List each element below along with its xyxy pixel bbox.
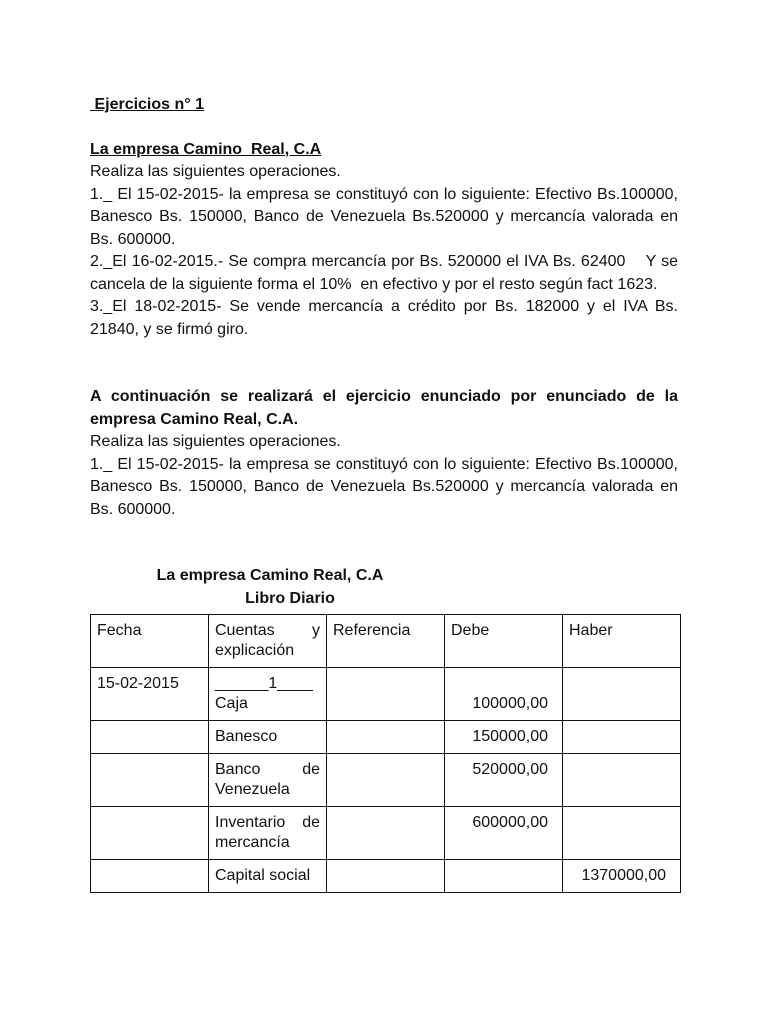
- table-title-company: La empresa Camino Real, C.A: [156, 567, 384, 584]
- cell-referencia: [327, 668, 445, 721]
- cell-referencia: [327, 754, 445, 807]
- continuation-heading: A continuación se realizará el ejercicio enunciado por enunciado de la empresa Camino Real, C.A.: [90, 388, 678, 428]
- cell-cuenta: [209, 807, 327, 860]
- operation-2: 2._El 16-02-2015.- Se compra mercancía por Bs. 520000 el IVA Bs. 62400 Y se cancela de la siguiente forma el 10% en efectivo y por el resto según fact 1623.: [90, 253, 683, 293]
- cell-debe: 520000,00: [445, 754, 563, 807]
- cell-debe: 600000,00: [445, 807, 563, 860]
- cell-debe: [445, 860, 563, 893]
- cell-haber: [563, 721, 681, 754]
- cell-cuenta: [209, 668, 327, 721]
- cell-referencia: [327, 807, 445, 860]
- cell-fecha: [91, 754, 209, 807]
- cell-fecha: 15-02-2015: [91, 668, 209, 721]
- intro-text-2: Realiza las siguientes operaciones.: [90, 433, 341, 450]
- cell-debe: 150000,00: [445, 721, 563, 754]
- cell-debe: [445, 668, 563, 721]
- cell-cuenta-number: ______1____: [215, 675, 313, 692]
- header-debe: Debe: [445, 615, 563, 668]
- cell-haber: [563, 668, 681, 721]
- header-referencia: Referencia: [327, 615, 445, 668]
- cell-referencia: [327, 721, 445, 754]
- cell-haber: [563, 754, 681, 807]
- header-cuentas: [209, 615, 327, 668]
- header-fecha: Fecha: [91, 615, 209, 668]
- exercise-title: Ejercicios n° 1: [90, 96, 205, 113]
- table-title-libro-diario: Libro Diario: [245, 589, 335, 607]
- cell-cuenta-name: Caja: [215, 695, 248, 712]
- header-cuentas-text: Cuentas y explicación: [215, 622, 320, 659]
- table-row: [91, 754, 681, 807]
- company-heading: La empresa Camino Real, C.A: [90, 140, 322, 158]
- table-row: [91, 860, 681, 893]
- cell-cuenta-text: Banco de Venezuela: [215, 761, 320, 798]
- operation-1: 1._ El 15-02-2015- la empresa se constituyó con lo siguiente: Efectivo Bs.100000, Banesco Bs. 150000, Banco de Venezuela Bs.520000 y mercancía valorada en Bs. 600000.: [90, 185, 678, 248]
- cell-fecha: [91, 721, 209, 754]
- cell-fecha: [91, 807, 209, 860]
- operation-3: 3._El 18-02-2015- Se vende mercancía a crédito por Bs. 182000 y el IVA Bs. 21840, y se firmó giro.: [90, 298, 678, 338]
- libro-diario-table: [90, 614, 681, 893]
- table-row: [91, 721, 681, 754]
- cell-cuenta-text: Inventario de mercancía: [215, 814, 320, 851]
- cell-referencia: [327, 860, 445, 893]
- intro-text: Realiza las siguientes operaciones.: [90, 163, 341, 180]
- cell-cuenta: Banesco: [209, 721, 327, 754]
- table-row: [91, 668, 681, 721]
- cell-cuenta: [209, 754, 327, 807]
- table-header-row: [91, 615, 681, 668]
- header-haber: Haber: [563, 615, 681, 668]
- cell-cuenta: Capital social: [209, 860, 327, 893]
- cell-haber: [563, 807, 681, 860]
- cell-fecha: [91, 860, 209, 893]
- document-content: [90, 94, 683, 893]
- cell-haber: 1370000,00: [563, 860, 681, 893]
- table-row: [91, 807, 681, 860]
- operation-1-repeat: 1._ El 15-02-2015- la empresa se constituyó con lo siguiente: Efectivo Bs.100000, Banesco Bs. 150000, Banco de Venezuela Bs.520000 y mercancía valorada en Bs. 600000.: [90, 455, 678, 518]
- cell-debe-value: 100000,00: [472, 695, 548, 712]
